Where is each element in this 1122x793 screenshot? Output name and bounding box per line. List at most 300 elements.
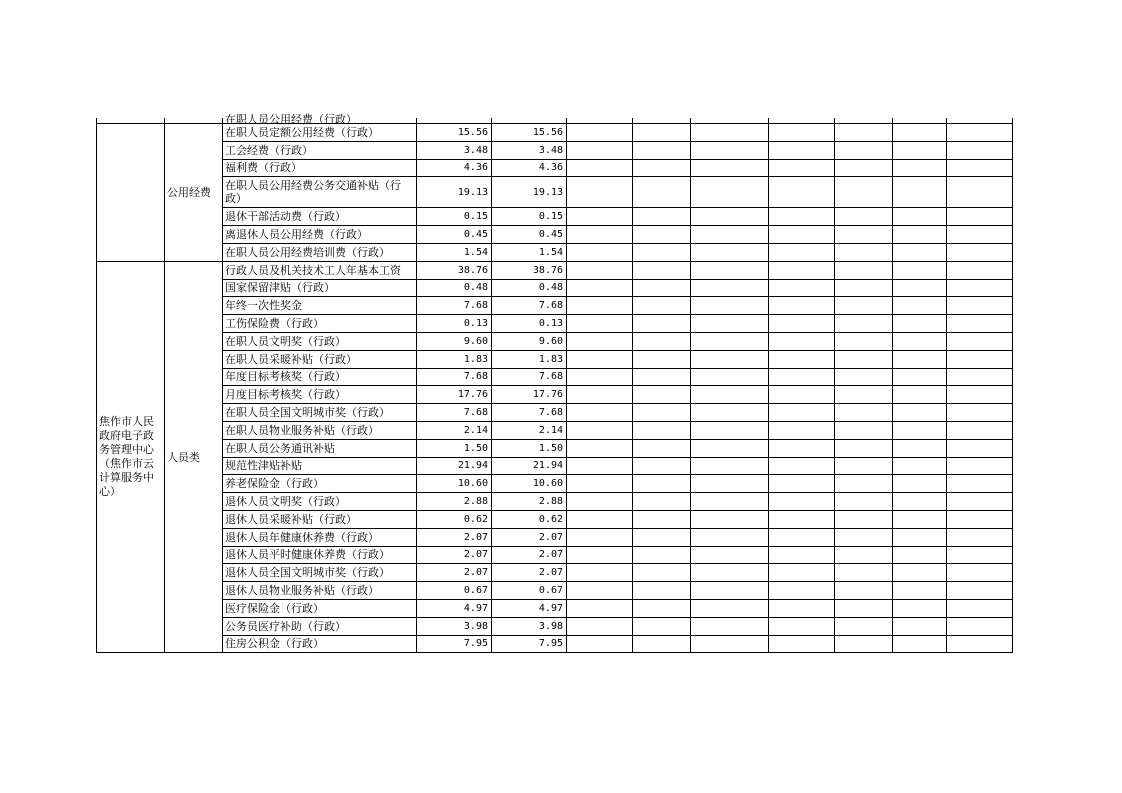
item-name-cell: 在职人员公用经费培训费（行政） bbox=[223, 243, 417, 261]
table-row bbox=[97, 177, 1013, 208]
empty-cell bbox=[947, 261, 1013, 279]
empty-cell bbox=[567, 279, 633, 297]
empty-cell bbox=[633, 261, 691, 279]
empty-cell bbox=[769, 368, 835, 386]
item-name-cell: 退休人员物业服务补贴（行政） bbox=[223, 582, 417, 600]
empty-cell bbox=[567, 528, 633, 546]
empty-cell bbox=[567, 493, 633, 511]
empty-cell bbox=[567, 617, 633, 635]
empty-cell bbox=[769, 297, 835, 315]
empty-cell bbox=[947, 510, 1013, 528]
table-row bbox=[97, 493, 1013, 511]
empty-cell bbox=[769, 159, 835, 177]
empty-cell bbox=[947, 279, 1013, 297]
empty-cell bbox=[947, 226, 1013, 244]
empty-cell bbox=[633, 208, 691, 226]
empty-cell bbox=[835, 564, 893, 582]
amount-cell: 2.07 bbox=[492, 546, 567, 564]
empty-cell bbox=[567, 386, 633, 404]
empty-cell bbox=[633, 493, 691, 511]
empty-cell bbox=[893, 261, 947, 279]
empty-cell bbox=[893, 599, 947, 617]
empty-cell bbox=[893, 421, 947, 439]
empty-cell bbox=[893, 564, 947, 582]
item-name-cell: 在职人员公用经费公务交通补贴（行政） bbox=[223, 177, 417, 208]
empty-cell bbox=[769, 141, 835, 159]
empty-cell bbox=[835, 510, 893, 528]
empty-cell bbox=[691, 564, 769, 582]
amount-cell: 38.76 bbox=[417, 261, 492, 279]
empty-cell bbox=[947, 439, 1013, 457]
empty-cell bbox=[835, 617, 893, 635]
item-name-cell: 国家保留津贴（行政） bbox=[223, 279, 417, 297]
amount-cell: 3.48 bbox=[417, 141, 492, 159]
empty-cell bbox=[947, 528, 1013, 546]
amount-cell: 7.95 bbox=[492, 635, 567, 653]
empty-cell bbox=[947, 315, 1013, 333]
empty-cell bbox=[835, 124, 893, 142]
amount-cell: 1.50 bbox=[417, 439, 492, 457]
empty-cell bbox=[633, 386, 691, 404]
empty-cell bbox=[691, 528, 769, 546]
empty-cell bbox=[633, 297, 691, 315]
empty-cell bbox=[947, 617, 1013, 635]
empty-cell bbox=[567, 243, 633, 261]
empty-cell bbox=[633, 635, 691, 653]
empty-cell bbox=[633, 279, 691, 297]
amount-cell: 7.95 bbox=[417, 635, 492, 653]
empty-cell bbox=[633, 582, 691, 600]
empty-cell bbox=[691, 350, 769, 368]
empty-cell bbox=[947, 124, 1013, 142]
amount-cell: 17.76 bbox=[417, 386, 492, 404]
empty-cell bbox=[893, 315, 947, 333]
empty-cell bbox=[947, 177, 1013, 208]
amount-cell: 38.76 bbox=[492, 261, 567, 279]
item-name-cell: 退休干部活动费（行政） bbox=[223, 208, 417, 226]
table-row bbox=[97, 564, 1013, 582]
empty-cell bbox=[769, 528, 835, 546]
organization-cell: 焦作市人民政府电子政务管理中心（焦作市云计算服务中心） bbox=[97, 261, 165, 653]
item-name-cell: 医疗保险金（行政） bbox=[223, 599, 417, 617]
amount-cell: 7.68 bbox=[417, 297, 492, 315]
table-row bbox=[97, 475, 1013, 493]
empty-cell bbox=[835, 439, 893, 457]
empty-cell bbox=[835, 457, 893, 475]
empty-cell bbox=[691, 617, 769, 635]
empty-cell bbox=[947, 332, 1013, 350]
item-name-cell: 福利费（行政） bbox=[223, 159, 417, 177]
empty-cell bbox=[947, 546, 1013, 564]
item-name-cell: 养老保险金（行政） bbox=[223, 475, 417, 493]
category-cell: 人员类 bbox=[165, 261, 223, 653]
amount-cell: 1.50 bbox=[492, 439, 567, 457]
amount-cell: 0.45 bbox=[417, 226, 492, 244]
empty-cell bbox=[691, 226, 769, 244]
empty-cell bbox=[835, 141, 893, 159]
item-name-cell: 退休人员年健康休养费（行政） bbox=[223, 528, 417, 546]
empty-cell bbox=[769, 475, 835, 493]
amount-cell: 0.15 bbox=[417, 208, 492, 226]
empty-cell bbox=[691, 368, 769, 386]
amount-cell: 0.48 bbox=[492, 279, 567, 297]
table-row bbox=[97, 510, 1013, 528]
table-row bbox=[97, 635, 1013, 653]
table-row bbox=[97, 421, 1013, 439]
empty-cell bbox=[769, 564, 835, 582]
table-row bbox=[97, 457, 1013, 475]
amount-cell: 15.56 bbox=[492, 124, 567, 142]
empty-cell bbox=[769, 457, 835, 475]
amount-cell: 9.60 bbox=[492, 332, 567, 350]
amount-cell: 0.13 bbox=[417, 315, 492, 333]
empty-cell bbox=[633, 421, 691, 439]
amount-cell: 4.36 bbox=[417, 159, 492, 177]
empty-cell bbox=[691, 386, 769, 404]
empty-cell bbox=[567, 159, 633, 177]
empty-cell bbox=[769, 315, 835, 333]
item-name-cell: 年度目标考核奖（行政） bbox=[223, 368, 417, 386]
empty-cell bbox=[947, 386, 1013, 404]
empty-cell bbox=[835, 493, 893, 511]
empty-cell bbox=[947, 582, 1013, 600]
empty-cell bbox=[893, 350, 947, 368]
empty-cell bbox=[567, 404, 633, 422]
empty-cell bbox=[691, 177, 769, 208]
empty-cell bbox=[835, 243, 893, 261]
table-row bbox=[97, 243, 1013, 261]
budget-table bbox=[96, 112, 1013, 653]
empty-cell bbox=[633, 404, 691, 422]
item-name-cell: 年终一次性奖金 bbox=[223, 297, 417, 315]
empty-cell bbox=[691, 510, 769, 528]
amount-cell: 0.67 bbox=[417, 582, 492, 600]
amount-cell: 7.68 bbox=[492, 404, 567, 422]
amount-cell: 2.88 bbox=[417, 493, 492, 511]
item-name-cell: 规范性津贴补贴 bbox=[223, 457, 417, 475]
empty-cell bbox=[567, 564, 633, 582]
table-row bbox=[97, 617, 1013, 635]
table-row bbox=[97, 528, 1013, 546]
amount-cell: 2.14 bbox=[492, 421, 567, 439]
empty-cell bbox=[633, 226, 691, 244]
empty-cell bbox=[769, 226, 835, 244]
empty-cell bbox=[567, 141, 633, 159]
empty-cell bbox=[769, 617, 835, 635]
empty-cell bbox=[769, 510, 835, 528]
empty-cell bbox=[769, 582, 835, 600]
empty-cell bbox=[633, 439, 691, 457]
amount-cell: 9.60 bbox=[417, 332, 492, 350]
item-name-cell: 在职人员全国文明城市奖（行政） bbox=[223, 404, 417, 422]
table-row bbox=[97, 279, 1013, 297]
empty-cell bbox=[633, 243, 691, 261]
empty-cell bbox=[769, 599, 835, 617]
amount-cell: 17.76 bbox=[492, 386, 567, 404]
empty-cell bbox=[567, 315, 633, 333]
amount-cell: 3.98 bbox=[417, 617, 492, 635]
empty-cell bbox=[947, 493, 1013, 511]
empty-cell bbox=[893, 226, 947, 244]
item-name-cell: 在职人员采暖补贴（行政） bbox=[223, 350, 417, 368]
item-name-cell: 工伤保险费（行政） bbox=[223, 315, 417, 333]
empty-cell bbox=[691, 582, 769, 600]
item-name-cell: 退休人员全国文明城市奖（行政） bbox=[223, 564, 417, 582]
empty-cell bbox=[567, 332, 633, 350]
empty-cell bbox=[893, 124, 947, 142]
item-name-cell: 月度目标考核奖（行政） bbox=[223, 386, 417, 404]
empty-cell bbox=[893, 297, 947, 315]
empty-cell bbox=[947, 297, 1013, 315]
empty-cell bbox=[769, 439, 835, 457]
empty-cell bbox=[893, 208, 947, 226]
empty-cell bbox=[893, 635, 947, 653]
clipped-item-cell bbox=[223, 112, 417, 126]
empty-cell bbox=[691, 421, 769, 439]
item-name-cell: 住房公积金（行政） bbox=[223, 635, 417, 653]
clipped-item-text: 在职人员公用经费（行政） bbox=[225, 112, 357, 126]
amount-cell: 0.15 bbox=[492, 208, 567, 226]
empty-cell bbox=[691, 546, 769, 564]
empty-cell bbox=[769, 332, 835, 350]
empty-cell bbox=[633, 599, 691, 617]
empty-cell bbox=[893, 368, 947, 386]
table-row bbox=[97, 599, 1013, 617]
amount-cell: 10.60 bbox=[417, 475, 492, 493]
empty-cell bbox=[567, 599, 633, 617]
empty-cell bbox=[893, 617, 947, 635]
amount-cell: 21.94 bbox=[417, 457, 492, 475]
table-row bbox=[97, 141, 1013, 159]
amount-cell: 1.54 bbox=[417, 243, 492, 261]
organization-cell-top bbox=[97, 124, 165, 262]
empty-cell bbox=[893, 457, 947, 475]
empty-cell bbox=[567, 368, 633, 386]
amount-cell: 2.14 bbox=[417, 421, 492, 439]
table-row bbox=[97, 368, 1013, 386]
empty-cell bbox=[769, 493, 835, 511]
amount-cell: 4.97 bbox=[492, 599, 567, 617]
empty-cell bbox=[835, 177, 893, 208]
empty-cell bbox=[691, 599, 769, 617]
empty-cell bbox=[947, 475, 1013, 493]
empty-cell bbox=[893, 404, 947, 422]
empty-cell bbox=[567, 635, 633, 653]
empty-cell bbox=[633, 368, 691, 386]
amount-cell: 3.48 bbox=[492, 141, 567, 159]
empty-cell bbox=[835, 421, 893, 439]
amount-cell: 2.07 bbox=[417, 546, 492, 564]
empty-cell bbox=[691, 124, 769, 142]
empty-cell bbox=[835, 368, 893, 386]
amount-cell: 7.68 bbox=[492, 297, 567, 315]
empty-cell bbox=[691, 404, 769, 422]
item-name-cell: 离退休人员公用经费（行政） bbox=[223, 226, 417, 244]
empty-cell bbox=[947, 208, 1013, 226]
empty-cell bbox=[633, 510, 691, 528]
empty-cell bbox=[893, 386, 947, 404]
empty-cell bbox=[947, 421, 1013, 439]
empty-cell bbox=[835, 208, 893, 226]
empty-cell bbox=[835, 261, 893, 279]
empty-cell bbox=[691, 208, 769, 226]
empty-cell bbox=[567, 297, 633, 315]
empty-cell bbox=[633, 177, 691, 208]
empty-cell bbox=[835, 386, 893, 404]
amount-cell: 7.68 bbox=[417, 368, 492, 386]
item-name-cell: 公务员医疗补助（行政） bbox=[223, 617, 417, 635]
table-row bbox=[97, 226, 1013, 244]
empty-cell bbox=[633, 141, 691, 159]
empty-cell bbox=[835, 159, 893, 177]
empty-cell bbox=[893, 439, 947, 457]
empty-cell bbox=[691, 493, 769, 511]
empty-cell bbox=[947, 635, 1013, 653]
empty-cell bbox=[893, 546, 947, 564]
empty-cell bbox=[567, 226, 633, 244]
amount-cell: 10.60 bbox=[492, 475, 567, 493]
empty-cell bbox=[691, 439, 769, 457]
table-row bbox=[97, 546, 1013, 564]
empty-cell bbox=[835, 635, 893, 653]
empty-cell bbox=[633, 475, 691, 493]
amount-cell: 2.07 bbox=[492, 528, 567, 546]
empty-cell bbox=[567, 582, 633, 600]
table-row bbox=[97, 404, 1013, 422]
item-name-cell: 工会经费（行政） bbox=[223, 141, 417, 159]
empty-cell bbox=[893, 332, 947, 350]
empty-cell bbox=[835, 599, 893, 617]
amount-cell: 0.62 bbox=[492, 510, 567, 528]
amount-cell: 0.48 bbox=[417, 279, 492, 297]
item-name-cell: 在职人员文明奖（行政） bbox=[223, 332, 417, 350]
empty-cell bbox=[567, 208, 633, 226]
amount-cell: 4.97 bbox=[417, 599, 492, 617]
empty-cell bbox=[769, 421, 835, 439]
item-name-cell: 行政人员及机关技术工人年基本工资 bbox=[223, 261, 417, 279]
item-name-cell: 在职人员公务通讯补贴 bbox=[223, 439, 417, 457]
empty-cell bbox=[835, 350, 893, 368]
empty-cell bbox=[691, 159, 769, 177]
table-row bbox=[97, 261, 1013, 279]
empty-cell bbox=[567, 350, 633, 368]
amount-cell: 0.62 bbox=[417, 510, 492, 528]
empty-cell bbox=[835, 226, 893, 244]
empty-cell bbox=[893, 582, 947, 600]
empty-cell bbox=[691, 141, 769, 159]
empty-cell bbox=[835, 582, 893, 600]
item-name-cell: 退休人员平时健康休养费（行政） bbox=[223, 546, 417, 564]
empty-cell bbox=[769, 635, 835, 653]
empty-cell bbox=[769, 177, 835, 208]
amount-cell: 7.68 bbox=[417, 404, 492, 422]
amount-cell: 19.13 bbox=[492, 177, 567, 208]
empty-cell bbox=[835, 475, 893, 493]
empty-cell bbox=[835, 332, 893, 350]
empty-cell bbox=[947, 350, 1013, 368]
empty-cell bbox=[691, 457, 769, 475]
table-row bbox=[97, 386, 1013, 404]
amount-cell: 0.67 bbox=[492, 582, 567, 600]
empty-cell bbox=[835, 404, 893, 422]
empty-cell bbox=[633, 457, 691, 475]
item-name-cell: 退休人员采暖补贴（行政） bbox=[223, 510, 417, 528]
empty-cell bbox=[893, 141, 947, 159]
empty-cell bbox=[835, 297, 893, 315]
empty-cell bbox=[893, 177, 947, 208]
empty-cell bbox=[769, 279, 835, 297]
item-name-cell: 在职人员定额公用经费（行政） bbox=[223, 124, 417, 142]
table-row bbox=[97, 315, 1013, 333]
empty-cell bbox=[893, 243, 947, 261]
amount-cell: 2.07 bbox=[492, 564, 567, 582]
empty-cell bbox=[947, 564, 1013, 582]
amount-cell: 0.13 bbox=[492, 315, 567, 333]
empty-cell bbox=[633, 159, 691, 177]
empty-cell bbox=[893, 510, 947, 528]
amount-cell: 3.98 bbox=[492, 617, 567, 635]
item-name-cell: 退休人员文明奖（行政） bbox=[223, 493, 417, 511]
empty-cell bbox=[567, 124, 633, 142]
empty-cell bbox=[769, 350, 835, 368]
empty-cell bbox=[567, 475, 633, 493]
category-cell: 公用经费 bbox=[165, 124, 223, 262]
empty-cell bbox=[893, 279, 947, 297]
empty-cell bbox=[835, 315, 893, 333]
amount-cell: 19.13 bbox=[417, 177, 492, 208]
amount-cell: 15.56 bbox=[417, 124, 492, 142]
empty-cell bbox=[769, 124, 835, 142]
empty-cell bbox=[633, 350, 691, 368]
empty-cell bbox=[567, 421, 633, 439]
empty-cell bbox=[691, 243, 769, 261]
empty-cell bbox=[567, 457, 633, 475]
amount-cell: 2.07 bbox=[417, 564, 492, 582]
amount-cell: 1.83 bbox=[417, 350, 492, 368]
empty-cell bbox=[691, 475, 769, 493]
empty-cell bbox=[633, 315, 691, 333]
empty-cell bbox=[633, 617, 691, 635]
empty-cell bbox=[947, 368, 1013, 386]
empty-cell bbox=[567, 510, 633, 528]
amount-cell: 1.54 bbox=[492, 243, 567, 261]
empty-cell bbox=[947, 457, 1013, 475]
empty-cell bbox=[769, 243, 835, 261]
empty-cell bbox=[567, 261, 633, 279]
empty-cell bbox=[947, 404, 1013, 422]
empty-cell bbox=[633, 124, 691, 142]
empty-cell bbox=[947, 243, 1013, 261]
empty-cell bbox=[769, 208, 835, 226]
empty-cell bbox=[835, 528, 893, 546]
empty-cell bbox=[893, 475, 947, 493]
empty-cell bbox=[691, 261, 769, 279]
empty-cell bbox=[769, 546, 835, 564]
empty-cell bbox=[567, 439, 633, 457]
empty-cell bbox=[633, 564, 691, 582]
empty-cell bbox=[893, 493, 947, 511]
table-row bbox=[97, 159, 1013, 177]
amount-cell: 1.83 bbox=[492, 350, 567, 368]
empty-cell bbox=[947, 141, 1013, 159]
empty-cell bbox=[947, 159, 1013, 177]
amount-cell: 7.68 bbox=[492, 368, 567, 386]
empty-cell bbox=[769, 386, 835, 404]
table-row bbox=[97, 350, 1013, 368]
empty-cell bbox=[947, 599, 1013, 617]
table-row bbox=[97, 332, 1013, 350]
empty-cell bbox=[633, 332, 691, 350]
